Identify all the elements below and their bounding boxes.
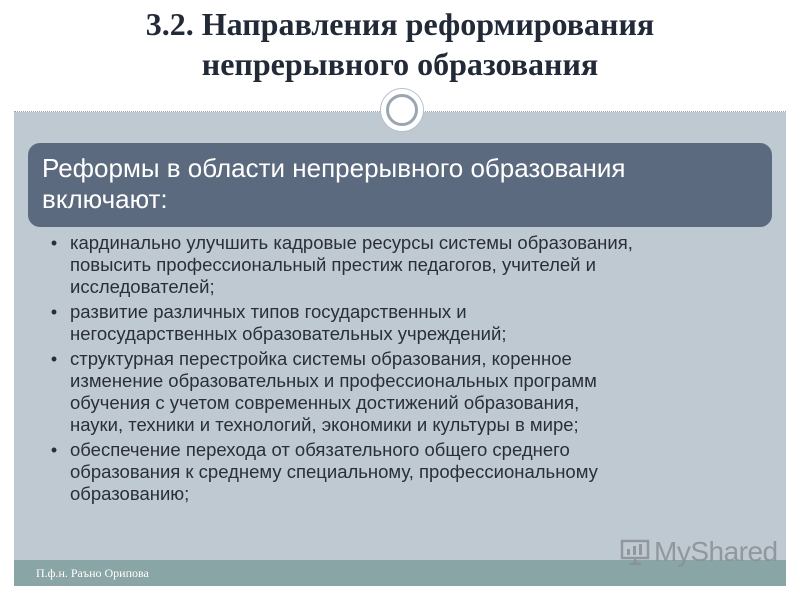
presentation-screen-icon: [620, 539, 650, 565]
bullet-icon: •: [50, 440, 58, 460]
bullet-line: исследователей;: [70, 276, 215, 297]
bullet-icon: •: [50, 233, 58, 253]
slide-title: [14, 4, 786, 84]
title-line-1: 3.2. Направления реформирования: [145, 6, 655, 42]
inner-ring: [386, 94, 418, 126]
bullet-icon: •: [50, 302, 58, 322]
bullet-line: структурная перестройка системы образования, коренное: [70, 348, 572, 369]
bullet-line: образованию;: [70, 483, 190, 504]
bullet-item: [44, 439, 774, 505]
bullet-line: развитие различных типов государственных и: [70, 301, 467, 322]
title-line-2: непрерывного образования: [201, 46, 599, 82]
bullet-line: негосударственных образовательных учреждений;: [70, 323, 507, 344]
subtitle-banner: [28, 143, 772, 227]
bullet-line: образования к среднему специальному, профессиональному: [70, 461, 598, 482]
footer-author: П.ф.н. Раъно Орипова: [36, 566, 149, 580]
watermark-text: MyShared: [654, 536, 778, 567]
bullet-line: обучения с учетом современных достижений образования,: [70, 392, 580, 413]
slide: [14, 0, 786, 600]
banner-line-1: Реформы в области непрерывного образования: [42, 153, 626, 183]
page-bottom-margin: [14, 586, 786, 600]
bullet-item: [44, 348, 774, 436]
bullet-list: [44, 232, 774, 508]
banner-line-2: включают:: [42, 184, 168, 214]
bullet-line: науки, техники и технологий, экономики и культуры в мире;: [70, 414, 579, 435]
bullet-line: изменение образовательных и профессиональных программ: [70, 370, 597, 391]
decorative-circle-icon: [380, 88, 424, 132]
bullet-icon: •: [50, 349, 58, 369]
bullet-line: обеспечение перехода от обязательного общего среднего: [70, 439, 570, 460]
bullet-line: повысить профессиональный престиж педагогов, учителей и: [70, 254, 596, 275]
bullet-line: кардинально улучшить кадровые ресурсы системы образования,: [70, 232, 633, 253]
bullet-item: [44, 232, 774, 298]
banner-text: [42, 153, 762, 215]
bullet-item: [44, 301, 774, 345]
